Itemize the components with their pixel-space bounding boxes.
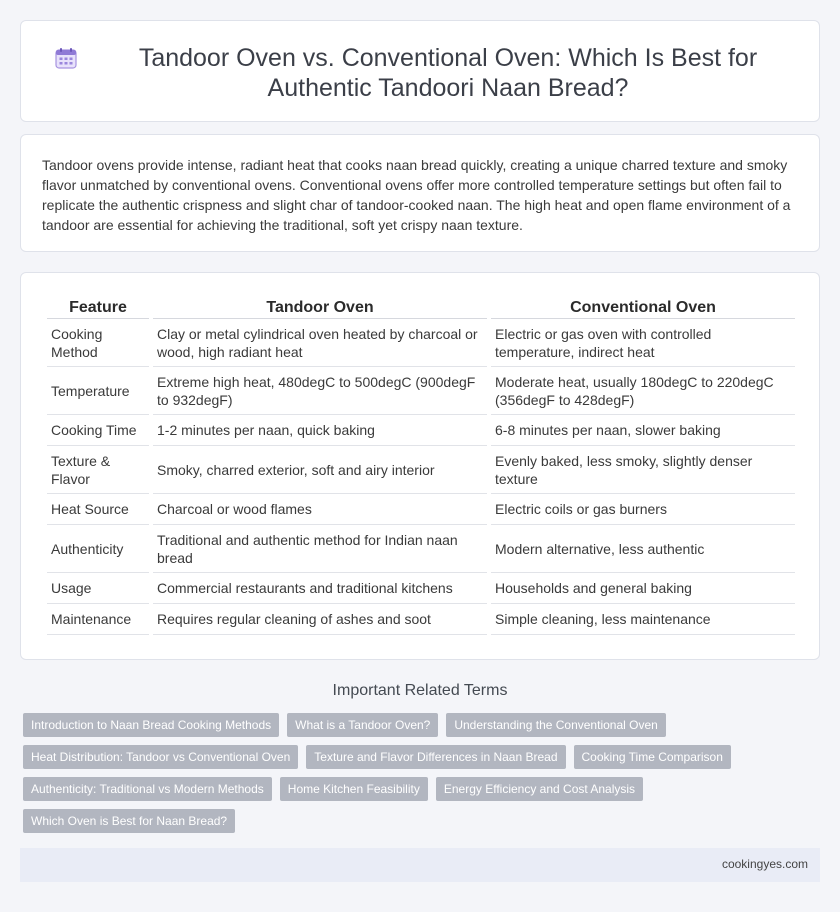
tandoor-cell: Clay or metal cylindrical oven heated by charcoal or wood, high radiant heat [153,319,487,367]
feature-cell: Texture & Flavor [47,446,149,494]
comparison-table [43,295,799,635]
table-row [47,415,795,446]
conventional-cell: Simple cleaning, less maintenance [491,604,795,635]
column-header: Conventional Oven [491,295,795,319]
related-term-link[interactable]: Understanding the Conventional Oven [446,713,665,737]
conventional-cell: Modern alternative, less authentic [491,525,795,573]
table-row [47,319,795,367]
related-terms-heading: Important Related Terms [332,682,508,699]
related-term-link[interactable]: Heat Distribution: Tandoor vs Conventional Oven [23,745,298,769]
table-row [47,494,795,525]
feature-cell: Authenticity [47,525,149,573]
tandoor-cell: Requires regular cleaning of ashes and soot [153,604,487,635]
feature-cell: Heat Source [47,494,149,525]
feature-cell: Cooking Time [47,415,149,446]
related-term-link[interactable]: Cooking Time Comparison [574,745,731,769]
intro-card [20,134,820,252]
conventional-cell: Electric coils or gas burners [491,494,795,525]
feature-cell: Cooking Method [47,319,149,367]
table-row [47,446,795,494]
related-term-link[interactable]: Introduction to Naan Bread Cooking Methods [23,713,279,737]
footer [20,848,820,882]
related-term-link[interactable]: Texture and Flavor Differences in Naan Bread [306,745,565,769]
table-header-row [47,295,795,319]
related-term-link[interactable]: Which Oven is Best for Naan Bread? [23,809,235,833]
title-card [20,20,820,122]
related-terms-list [23,713,743,833]
conventional-cell: Moderate heat, usually 180degC to 220degC (356degF to 428degF) [491,367,795,415]
feature-cell: Temperature [47,367,149,415]
related-term-link[interactable]: What is a Tandoor Oven? [287,713,438,737]
tandoor-cell: Extreme high heat, 480degC to 500degC (900degF to 932degF) [153,367,487,415]
comparison-card [20,272,820,660]
table-row [47,367,795,415]
tandoor-cell: Charcoal or wood flames [153,494,487,525]
conventional-cell: Evenly baked, less smoky, slightly denser texture [491,446,795,494]
conventional-cell: Households and general baking [491,573,795,604]
column-header: Tandoor Oven [153,295,487,319]
feature-cell: Maintenance [47,604,149,635]
table-row [47,525,795,573]
table-row [47,604,795,635]
tandoor-cell: 1-2 minutes per naan, quick baking [153,415,487,446]
related-term-link[interactable]: Energy Efficiency and Cost Analysis [436,777,643,801]
page-title: Tandoor Oven vs. Conventional Oven: Which Is Best for Authentic Tandoori Naan Bread? [138,44,758,102]
intro-paragraph: Tandoor ovens provide intense, radiant heat that cooks naan bread quickly, creating a unique charred texture and smoky flavor unmatched by conventional ovens. Conventional ovens offer more controlled temperature settings but often fail to replicate the authentic crispness and slight char of tandoor-cooked naan. The high heat and open flame environment of a tandoor are essential for achieving the traditional, soft yet crispy naan texture. [42,157,791,233]
feature-cell: Usage [47,573,149,604]
conventional-cell: 6-8 minutes per naan, slower baking [491,415,795,446]
table-row [47,573,795,604]
column-header: Feature [47,295,149,319]
tandoor-cell: Commercial restaurants and traditional kitchens [153,573,487,604]
site-name[interactable]: cookingyes.com [721,857,808,871]
tandoor-cell: Traditional and authentic method for Indian naan bread [153,525,487,573]
related-term-link[interactable]: Authenticity: Traditional vs Modern Methods [23,777,272,801]
related-term-link[interactable]: Home Kitchen Feasibility [280,777,428,801]
conventional-cell: Electric or gas oven with controlled temperature, indirect heat [491,319,795,367]
tandoor-cell: Smoky, charred exterior, soft and airy interior [153,446,487,494]
